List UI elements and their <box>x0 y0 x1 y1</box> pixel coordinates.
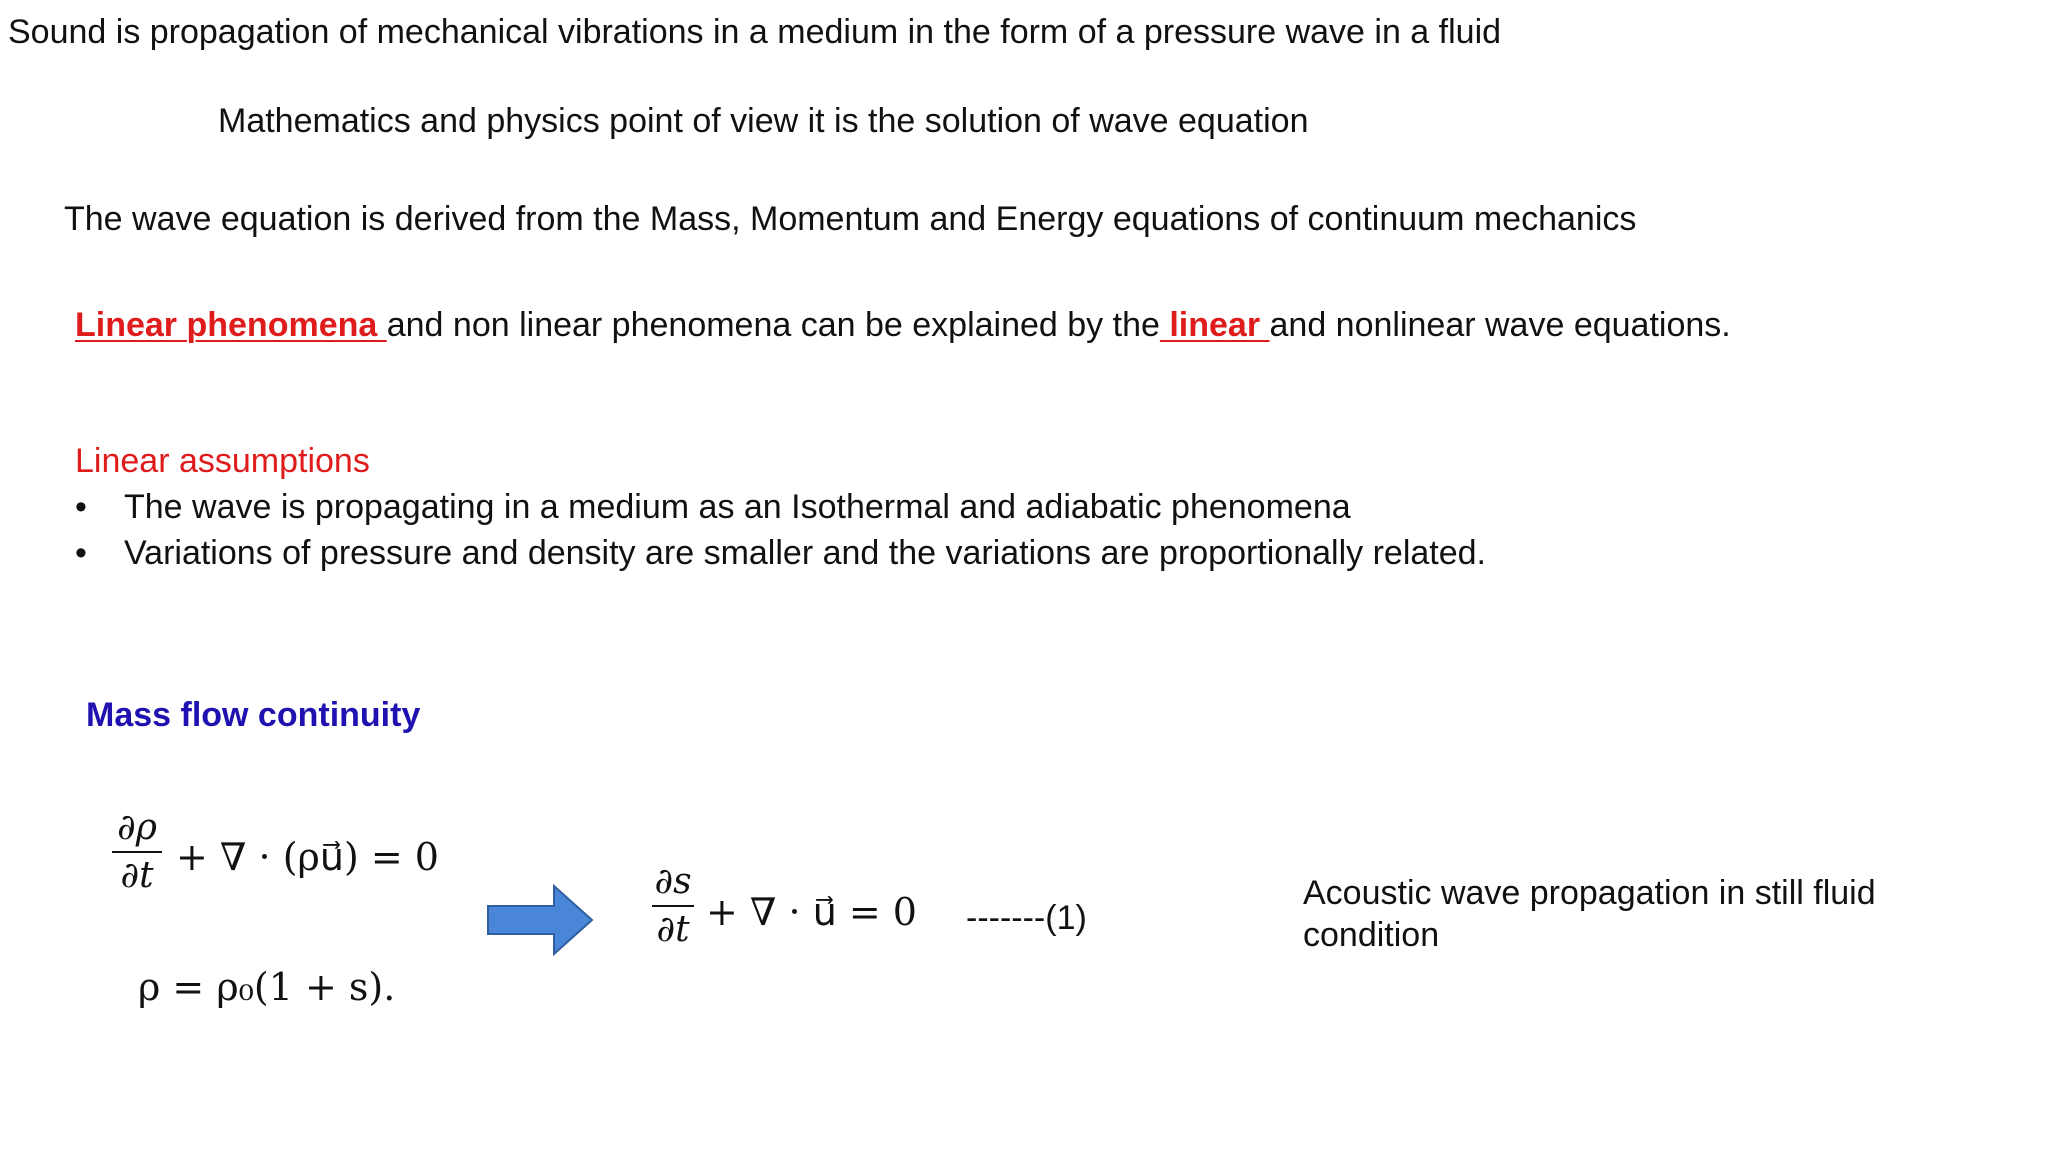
eq1-rest: + ∇ · (ρu⃗) = 0 <box>176 835 439 879</box>
bullet-icon: • <box>75 488 87 526</box>
acoustic-note-line2: condition <box>1303 916 1440 954</box>
assumption-item <box>75 533 1486 573</box>
linear-assumptions-title: Linear assumptions <box>75 442 370 480</box>
assumption-text: The wave is propagating in a medium as an Isothermal and adiabatic phenomena <box>124 488 1351 526</box>
eq1-fraction <box>112 808 162 896</box>
density-relation-equation: ρ = ρ₀(1 + s). <box>138 965 396 1009</box>
right-arrow-icon <box>486 884 596 956</box>
eq3-denominator: ∂t <box>656 909 690 950</box>
linear-sentence-end: and nonlinear wave equations. <box>1269 306 1731 344</box>
eq3-rest: + ∇ · u⃗ = 0 <box>706 890 917 934</box>
fraction-bar <box>112 851 162 853</box>
eq1-numerator: ∂ρ <box>117 807 157 848</box>
linear-highlight: linear <box>1159 306 1270 344</box>
eq1-denominator: ∂t <box>120 855 154 896</box>
acoustic-note <box>1303 872 1876 956</box>
fraction-bar <box>652 905 694 907</box>
intro-sentence: Sound is propagation of mechanical vibrations in a medium in the form of a pressure wave in a fluid <box>8 13 1502 51</box>
linear-phenomena-highlight: Linear phenomena <box>75 306 387 344</box>
equation-number-label: -------(1) <box>966 899 1087 937</box>
acoustic-note-line1: Acoustic wave propagation in still fluid <box>1303 874 1876 912</box>
linear-nonlinear-sentence <box>75 305 1731 345</box>
linear-sentence-middle: and non linear phenomena can be explained by the <box>386 306 1160 344</box>
mass-flow-title: Mass flow continuity <box>86 696 421 734</box>
wave-equation-sentence: The wave equation is derived from the Mass, Momentum and Energy equations of continuum mechanics <box>64 200 1637 238</box>
eq3-fraction <box>652 862 694 950</box>
bullet-icon: • <box>75 534 87 572</box>
assumption-item <box>75 487 1351 527</box>
assumption-text: Variations of pressure and density are smaller and the variations are proportionally related. <box>124 534 1486 572</box>
math-physics-sentence: Mathematics and physics point of view it is the solution of wave equation <box>218 102 1309 140</box>
eq3-numerator: ∂s <box>654 861 692 902</box>
